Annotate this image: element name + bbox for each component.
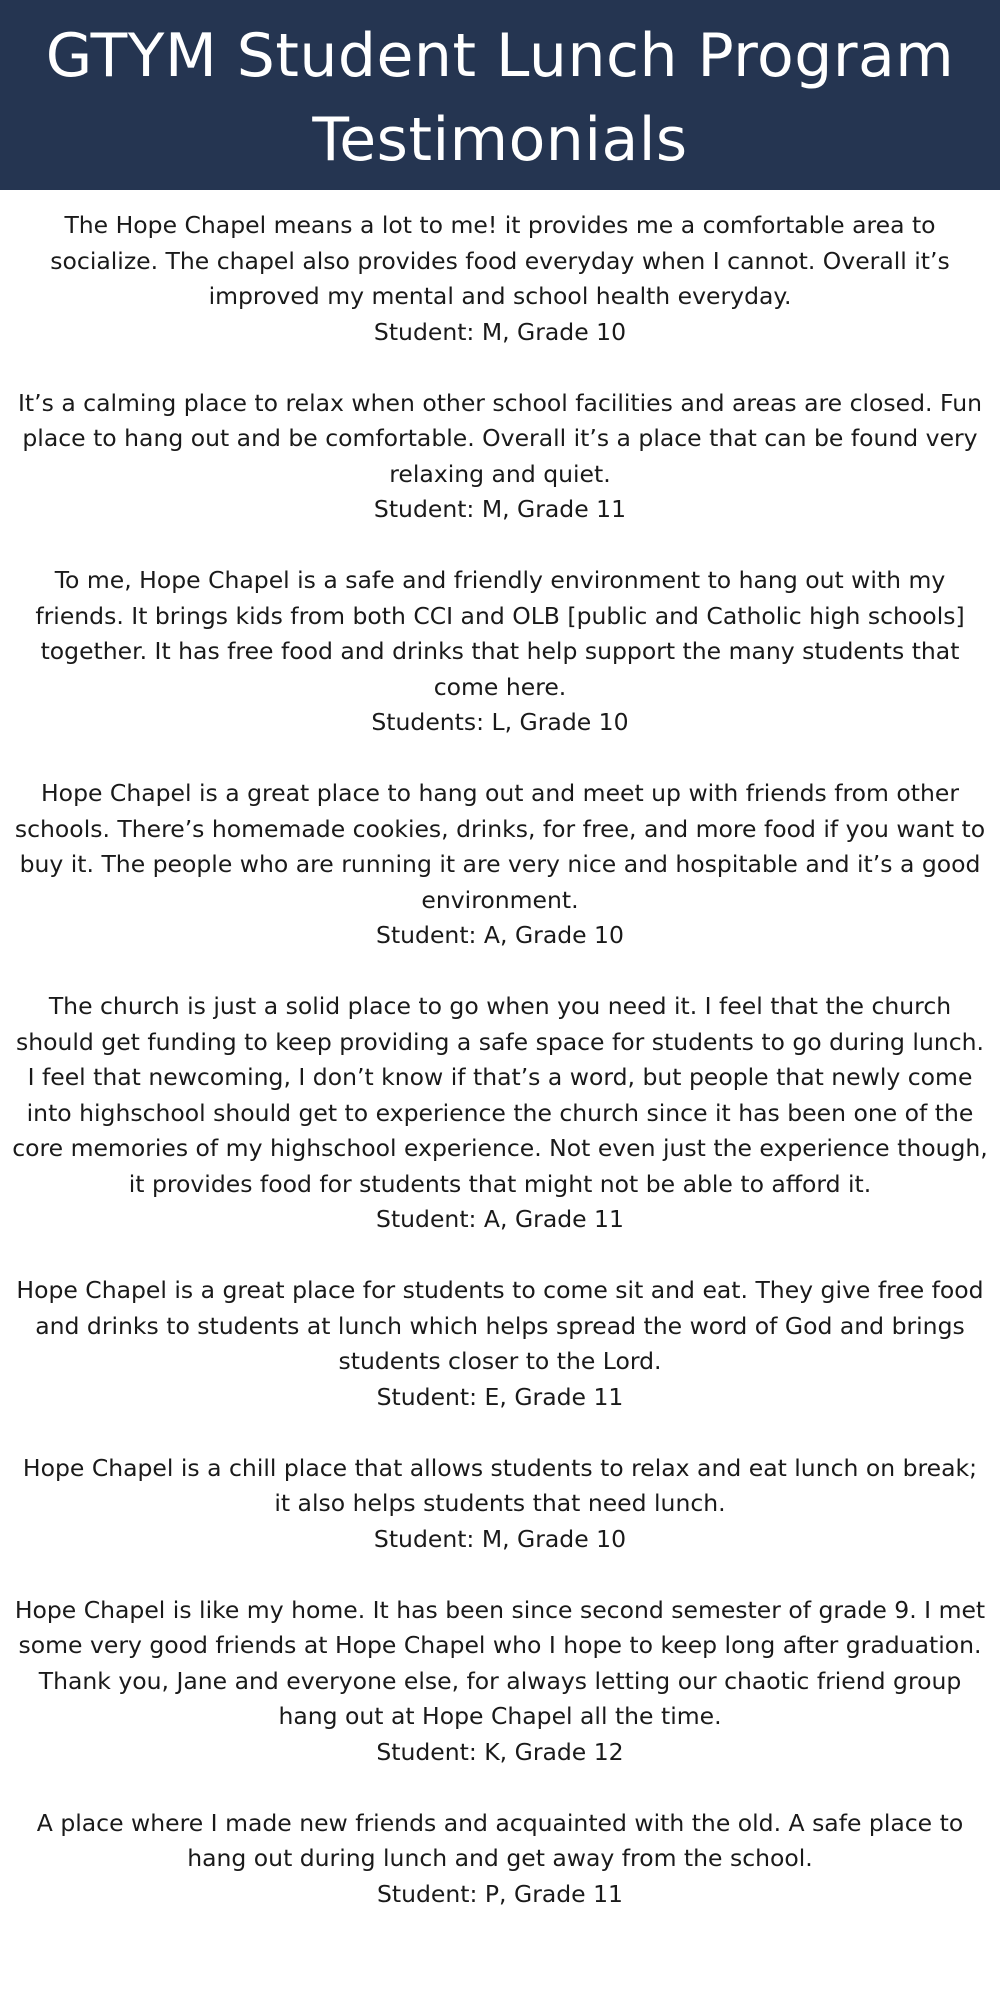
testimonial-author: Student: A, Grade 11 [376,1205,624,1233]
testimonial-quote: The church is just a solid place to go when you need it. I feel that the church should get funding to keep providing a safe space for students to go during lunch. I feel that newcoming, I don’t know if that’s a word, but people that newly come into highschool should get to experience the church since it has been one of the core memories of my highschool experience. Not even just the experience though, it provides food for students that might not be able to afford it. [12,992,988,1198]
testimonial-author: Student: M, Grade 11 [373,495,627,523]
testimonial-author: Student: M, Grade 10 [373,317,627,346]
testimonial-quote: The Hope Chapel means a lot to me! it provides me a comfortable area to socialize. The chapel also provides food everyday when I cannot. Overall it’s improved my mental and school health everyday. [50,211,950,310]
testimonial-author: Student: A, Grade 10 [376,921,624,949]
testimonial-author: Student: E, Grade 11 [376,1382,624,1411]
testimonial-item [12,1273,988,1415]
testimonial-item [12,1593,988,1771]
testimonial-item [12,386,988,528]
page-header [0,0,1000,190]
testimonial-quote: It’s a calming place to relax when other school facilities and areas are closed. Fun place to hang out and be comfortable. Overall it’s a place that can be found very relaxing and quiet. [17,388,983,488]
testimonial-author: Student: K, Grade 12 [376,1737,624,1766]
testimonial-quote: Hope Chapel is like my home. It has been since second semester of grade 9. I met some very good friends at Hope Chapel who I hope to keep long after graduation. Thank you, Jane and everyone else, for always letting our chaotic friend group hang out at Hope Chapel all the time. [14,1595,986,1730]
testimonial-quote: To me, Hope Chapel is a safe and friendly environment to hang out with my friends. It brings kids from both CCI and OLB [public and Catholic high schools] together. It has free food and drinks that help support the many students that come here. [35,566,965,701]
testimonial-item [12,1806,988,1913]
testimonial-quote: Hope Chapel is a chill place that allows students to relax and eat lunch on break; it also helps students that need lunch. [22,1453,978,1517]
testimonial-item [12,208,988,350]
testimonial-author: Student: P, Grade 11 [376,1879,624,1908]
testimonial-item [12,989,988,1238]
testimonial-quote: Hope Chapel is a great place to hang out and meet up with friends from other schools. There’s homemade cookies, drinks, for free, and more food if you want to buy it. The people who are running it are very nice and hospitable and it’s a good environment. [14,779,986,914]
testimonial-item [12,563,988,741]
page-title [0,14,1000,182]
testimonial-list [0,190,1000,1912]
testimonial-quote: Hope Chapel is a great place for students to come sit and eat. They give free food and drinks to students at lunch which helps spread the word of God and brings students closer to the Lord. [16,1276,984,1375]
page-title-line-2: Testimonials [312,105,688,175]
testimonial-item [12,776,988,954]
testimonial-author: Students: L, Grade 10 [371,708,629,736]
page-title-line-1: GTYM Student Lunch Program [45,21,955,91]
testimonial-item [12,1451,988,1558]
testimonial-author: Student: M, Grade 10 [373,1524,627,1553]
testimonial-quote: A place where I made new friends and acquainted with the old. A safe place to hang out during lunch and get away from the school. [36,1808,964,1872]
